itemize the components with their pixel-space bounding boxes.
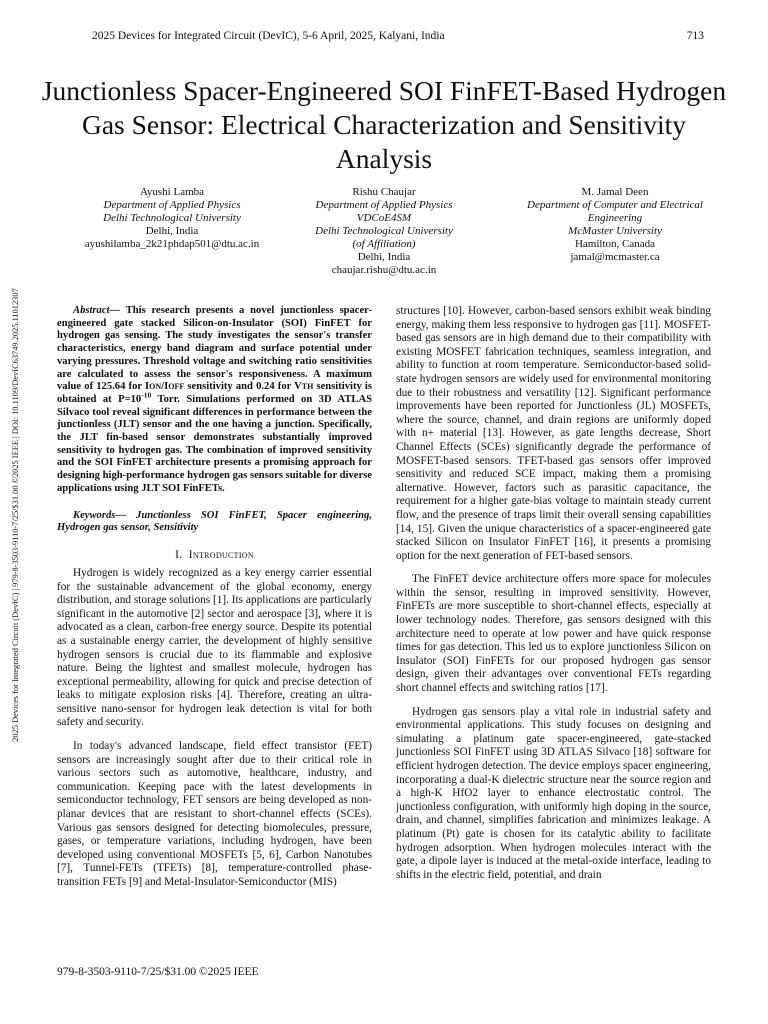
paper-title: Junctionless Spacer-Engineered SOI FinFET-Based Hydrogen Gas Sensor: Electrical Characterization and Sensitivity Analysis <box>41 75 727 174</box>
abstract-lead: Abstract— <box>73 305 121 316</box>
keywords: Keywords— Junctionless SOI FinFET, Spacer engineering, Hydrogen gas sensor, Sensitivity <box>57 509 372 534</box>
body-paragraph: In today's advanced landscape, field effect transistor (FET) sensors are increasingly sought after due to their critical role in various sectors such as automotive, healthcare, industry, and communication. Keeping pace with the latest developments in semiconductor technology, FET sensors are being developed as non-planar devices that are resistant to short-channel effects (SCEs). Various gas sensors designed for detecting biomolecules, pressure, gases, or temperature variations, including hydrogen, have been developed using conventional MOSFETs [5, 6], Carbon Nanotubes [7], Tunnel-FETs (TFETs) [8], temperature-controlled phase-transition FETs [9] and Metal-Insulator-Semiconductor (MIS) <box>57 740 372 889</box>
author-email[interactable]: chaujar.rishu@dtu.ac.in <box>331 264 437 276</box>
abstract-subscript: ON <box>149 382 162 392</box>
doi-sidebar-text: 2025 Devices for Integrated Circuit (DevIC) | 979-8-3503-9110-7/25/$31.00 ©2025 IEEE | DOI: 10.1109/DevIC63749.2025.11012307 <box>11 288 20 742</box>
author-email[interactable]: ayushilamba_2k21phdap501@dtu.ac.in <box>84 238 260 250</box>
body-paragraph: Hydrogen is widely recognized as a key energy carrier essential for the sustainable advancement of the global economy, energy distribution, and storage solutions [1]. Its applications are particularly significant in the automotive [2] sector and aerospace [3], where it is advocated as a clean, carbon-free energy source. Despite its potential as a sustainable energy carrier, the development of highly sensitive hydrogen sensors is crucial due to its flammable and explosive nature. Being the lightest and smallest molecule, hydrogen has exceptional permeability, allowing for quick and precise detection of leaks to mitigate explosion risks [4]. Therefore, creating an ultra-sensitive nano-sensor for hydrogen leak detection is vital for both safety and security. <box>57 566 372 729</box>
author-3 <box>500 186 730 264</box>
author-affiliation: Delhi Technological University <box>315 225 453 237</box>
running-header: 2025 Devices for Integrated Circuit (DevIC), 5-6 April, 2025, Kalyani, India <box>92 30 445 42</box>
author-affiliation: Department of Applied Physics <box>315 199 453 211</box>
author-location: Hamilton, Canada <box>574 238 656 250</box>
author-name: M. Jamal Deen <box>581 186 649 198</box>
abstract <box>57 305 372 496</box>
author-affiliation: (of Affiliation) <box>352 238 416 250</box>
right-column <box>396 305 711 882</box>
author-name: Rishu Chaujar <box>352 186 416 198</box>
abstract-text: sensitivity and 0.24 for V <box>184 381 302 393</box>
author-affiliation: Engineering <box>587 212 643 224</box>
body-paragraph: Hydrogen gas sensors play a vital role in industrial safety and environmental applications. This study focuses on designing and simulating a platinum gate spacer-engineered, gate-stacked junctionless SOI FinFET using 3D ATLAS Silvaco [18] software for efficient hydrogen detection. The device employs spacer engineering, incorporating a dual-K dielectric structure near the source region and a high-K HfO2 layer to enhance electrostatic control. The junctionless configuration, with uniformly high doping in the source, drain, and channel, simplifies fabrication and minimizes leakage. A platinum (Pt) gate is chosen for its catalytic ability to facilitate hydrogen adsorption. When hydrogen molecules interact with the gate, a dipole layer is induced at the metal-oxide interface, leading to shifts in the electric field, potential, and drain <box>396 705 711 881</box>
abstract-subscript: TH <box>301 382 314 392</box>
body-paragraph: The FinFET device architecture offers more space for molecules within the sensor, resulting in improved sensitivity. However, FinFETs are more susceptible to short-channel effects, especially at lower technology nodes. Therefore, gas sensors designed with this architecture need to operate at low power and have quick response times for gas detection. This led us to explore junctionless Silicon on Insulator (SOI) FinFETs for our proposed hydrogen gas sensor design, given their advantages over conventional FETs regarding short channel effects and switching ratios [17]. <box>396 573 711 695</box>
section-number: I. <box>175 548 183 561</box>
author-affiliation: Department of Applied Physics <box>103 199 241 211</box>
author-email[interactable]: jamal@mcmaster.ca <box>570 251 660 263</box>
author-affiliation: VDCoE4SM <box>356 212 412 224</box>
author-affiliation: Department of Computer and Electrical <box>527 199 703 211</box>
abstract-text: Torr. Simulations performed on 3D ATLAS Silvaco tool reveal significant differences in performance between the junctionless (JLT) sensor and the one having a junction. Specifically, the JLT fin-based sensor demonstrates substantially improved sensitivity to hydrogen gas. The combination of improved sensitivity and the SOI FinFET architecture presents a promising approach for designing high-performance hydrogen gas sensors suitable for diverse applications using JLT SOI FinFETs. <box>57 393 372 494</box>
author-affiliation: McMaster University <box>568 225 662 237</box>
author-affiliation: Delhi Technological University <box>103 212 241 224</box>
author-1 <box>48 186 296 251</box>
doi-sidebar <box>9 250 23 780</box>
abstract-text: This research presents a novel junctionless spacer-engineered gate stacked Silicon-on-Insulator (SOI) FinFET for hydrogen gas sensing. The study investigates the sensor's transfer characteristics, energy band diagram and surface potential under varying pressures. Threshold voltage and switching ratio sensitivities are calculated to assess the sensor's responsiveness. A maximum value of 125.64 for I <box>57 305 372 393</box>
author-2 <box>296 186 472 277</box>
section-title: Introduction <box>188 548 254 561</box>
author-location: Delhi, India <box>357 251 411 263</box>
abstract-superscript: -10 <box>141 390 152 400</box>
page-number: 713 <box>686 30 704 42</box>
footer-copyright: 979-8-3503-9110-7/25/$31.00 ©2025 IEEE <box>57 966 259 978</box>
body-paragraph: structures [10]. However, carbon-based sensors exhibit weak binding energy, making them less responsive to hydrogen gas [11]. MOSFET-based gas sensors are in high demand due to their compatibility with existing MOSFET fabrication techniques, seamless integration, and ability to function at room temperature. Semiconductor-based solid-state hydrogen sensors are widely used for environmental monitoring due to their robustness and versatility [12]. Significant performance improvements have been reported for Junctionless (JL) MOSFETs, where the source, channel, and drain regions are uniformly doped with n+ material [13]. However, as gate lengths decrease, Short Channel Effects (SCEs) significantly degrade the performance of MOSFET-based sensors. TFET-based gas sensors offer improved sensitivity and reduced SCE impact, making them a promising alternative. However, factors such as parasitic capacitance, the requirement for a higher gate-bias voltage to maintain steady current flow, and the presence of traps limit their overall sensing capabilities [14, 15]. Given the unique characteristics of a spacer-engineered gate stacked Silicon on Insulator FinFET [16], it presents a promising option for the next generation of FET-based sensors. <box>396 305 711 562</box>
left-column <box>57 305 372 890</box>
abstract-text: /I <box>161 381 169 393</box>
abstract-text: sensitivity is obtained at P=10 <box>57 381 373 405</box>
section-heading <box>57 549 372 561</box>
abstract-subscript: OFF <box>168 382 185 392</box>
author-name: Ayushi Lamba <box>139 186 205 198</box>
author-location: Delhi, India <box>145 225 199 237</box>
